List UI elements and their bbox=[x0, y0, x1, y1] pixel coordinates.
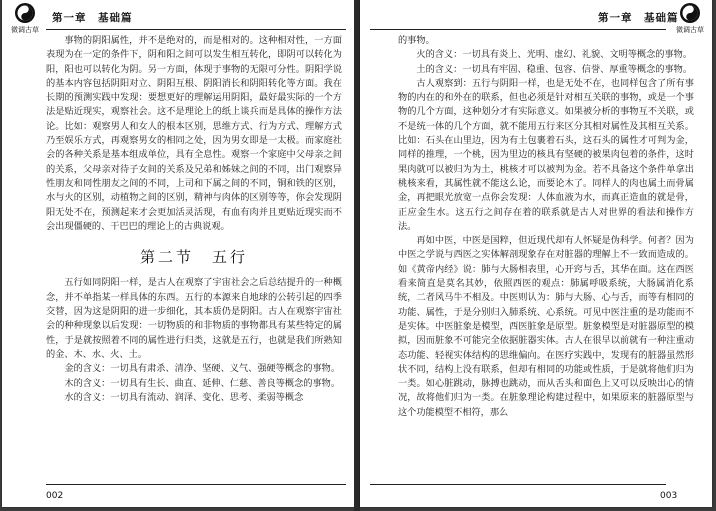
yin-yang-logo bbox=[673, 2, 707, 38]
paragraph: 木的含义：一切具有生长、曲直、延伸、仁慈、善良等概念的事物。 bbox=[64, 377, 341, 389]
chapter-header: 第一章 基础篇 bbox=[52, 12, 133, 24]
header-divider bbox=[46, 29, 346, 30]
section-title: 第二节 五行 bbox=[139, 248, 248, 267]
paragraph: 金的含义：一切具有肃杀、清净、坚硬、义气、强硬等概念的事物。 bbox=[64, 363, 341, 375]
header-divider bbox=[370, 29, 666, 30]
yin-yang-icon bbox=[679, 2, 701, 24]
yin-yang-icon bbox=[14, 2, 36, 24]
page-body bbox=[46, 34, 342, 405]
right-page bbox=[360, 0, 712, 507]
logo-text: 微调古草 bbox=[11, 26, 39, 34]
paragraph: 古人观察到：五行与阴阳一样，也是无处不在，也同样包含了所有事物的内在的和外在的联系，但也必须是针对相互关联的事物，或是一个事物的几个方面，这种划分才有实际意义。如果被分析的事物互不关联，或不是统一体的几个方面，就不能用五行来区分其相对属性及其相互关系。比如：石头在山里边，因为有土包裹着石头，这石头的属性才可判为金，同样的推理，一个桃，因为里边的核具有坚硬的被果肉包着的条件，这时果肉就可以被归为为土，桃核才可以被判为金。若不具备这个条件单拿出桃核来看，其属性就不能这么论，而要论木了。同样人的肉也属土而骨属金，再把眼光放宽一点你会发现：人体血液为水，而真正造血的就是骨，正应金生水。这五行之间存在着的联系就是古人对世界的看法和操作方法。 bbox=[398, 77, 694, 232]
left-page bbox=[2, 0, 354, 507]
paragraph: 水的含义：一切具有流动、润泽、变化、思考、柔弱等概念 bbox=[64, 391, 304, 403]
paragraph: 的事物。 bbox=[398, 35, 435, 46]
paragraph: 五行如同阴阳一样，是古人在观察了宇宙社会之后总结提升的一种概念，并不单指某一样具体的东西。五行的本源来自地球的公转引起的四季交替，因为这是阴阳的进一步细化，其本质仍是阴阳。古人在观察宇宙社会的种种现象以后发现：一切物质的和非物质的事物都具有某些特定的属性，于是就按照着不同的属性进行归类，这就是五行，也就是我们所熟知的金、木、水、火、土。 bbox=[46, 277, 342, 360]
footer-divider bbox=[370, 484, 666, 485]
paragraph: 再如中医，中医是国粹，但近现代却有人怀疑是伪科学。何者？因为中医之学说与西医之实体解剖现象存在对脏器的理解上不一致而造成的。如《黄帝内经》说：肺与大肠相表里，心开窍与舌，其华在面。这在西医看来简直是莫名其妙，依照西医的观点：肺属呼吸系统，大肠属消化系统，二者风马牛不相及。中医则认为：肺与大肠、心与舌，而等有相同的功能、属性，于是分别归入肺系统、心系统。可见中医注重的是功能而不是实体。中医脏象是模型，西医脏象是原型。脏象模型是对脏器原型的模拟，因而脏象不可能完全依据脏器实体。古人在很早以前就有一种注重动态功能、轻视实体结构的思维偏向。在医疗实践中，发现有的脏器虽然形状不同，结构上没有联系，但却有相同的功能或性质，于是就将他们归为一类。如心脏跳动，脉搏也跳动，而从舌头和面色上又可以反映出心的情况，故将他们归为一类。在脏象理论构建过程中，如果原来的脏器原型与这个功能模型不相符，那么 bbox=[398, 235, 694, 418]
yin-yang-logo bbox=[8, 2, 42, 38]
paragraph: 火的含义：一切具有炎上、光明、虚幻、礼貌、文明等概念的事物。 bbox=[416, 49, 693, 61]
paragraph: 事物的阴阳属性，并不是绝对的，而是相对的。这种相对性，一方面表现为在一定的条件下，阴和阳之间可以发生相互转化，即阴可以转化为阳，阳也可以转化为阴。另一方面，体现于事物的无限可分性。阴阳学说的基本内容包括阴阳对立、阴阳互根、阴阳消长和阴阳转化等方面。我在长期的预测实践中发现：要想更好的理解运用阴阳，最好最实际的一个方法是贴近现实，观察社会。这不是理论上的纸上谈兵而是具体的操作方法论。比如：观察男人和女人的根本区别，思维方式、行为方式、理解方式乃至娱乐方式，再观察男女的相同之处，因为男女即是一太极。而家庭社会的各种关系是基本组成单位，具有全息性。观察一个家庭中父母亲之间的关系，父母亲对待子女间的关系及兄弟和姊妹之间的不同，出门观察异性朋友和同性朋友之间的不同，上司和下属之间的不同，铜和铁的区别，水与火的区别，动植物之间的区别，精神与肉体的区别等等，你会发现阴阳无处不在，预测起来才会更加活灵活现，有血有肉并且更贴近现实而不会出现僵硬的、干巴巴的理论上的古典说观。 bbox=[46, 35, 342, 232]
logo-text: 微调古草 bbox=[676, 26, 704, 34]
page-body bbox=[398, 34, 694, 420]
paragraph: 土的含义：一切具有牢固、稳重、包容、信誉、厚重等概念的事物。 bbox=[416, 63, 693, 75]
page-number: 003 bbox=[660, 491, 678, 501]
footer-divider bbox=[46, 484, 346, 485]
page-number: 002 bbox=[46, 491, 64, 501]
chapter-header: 第一章 基础篇 bbox=[598, 12, 679, 24]
